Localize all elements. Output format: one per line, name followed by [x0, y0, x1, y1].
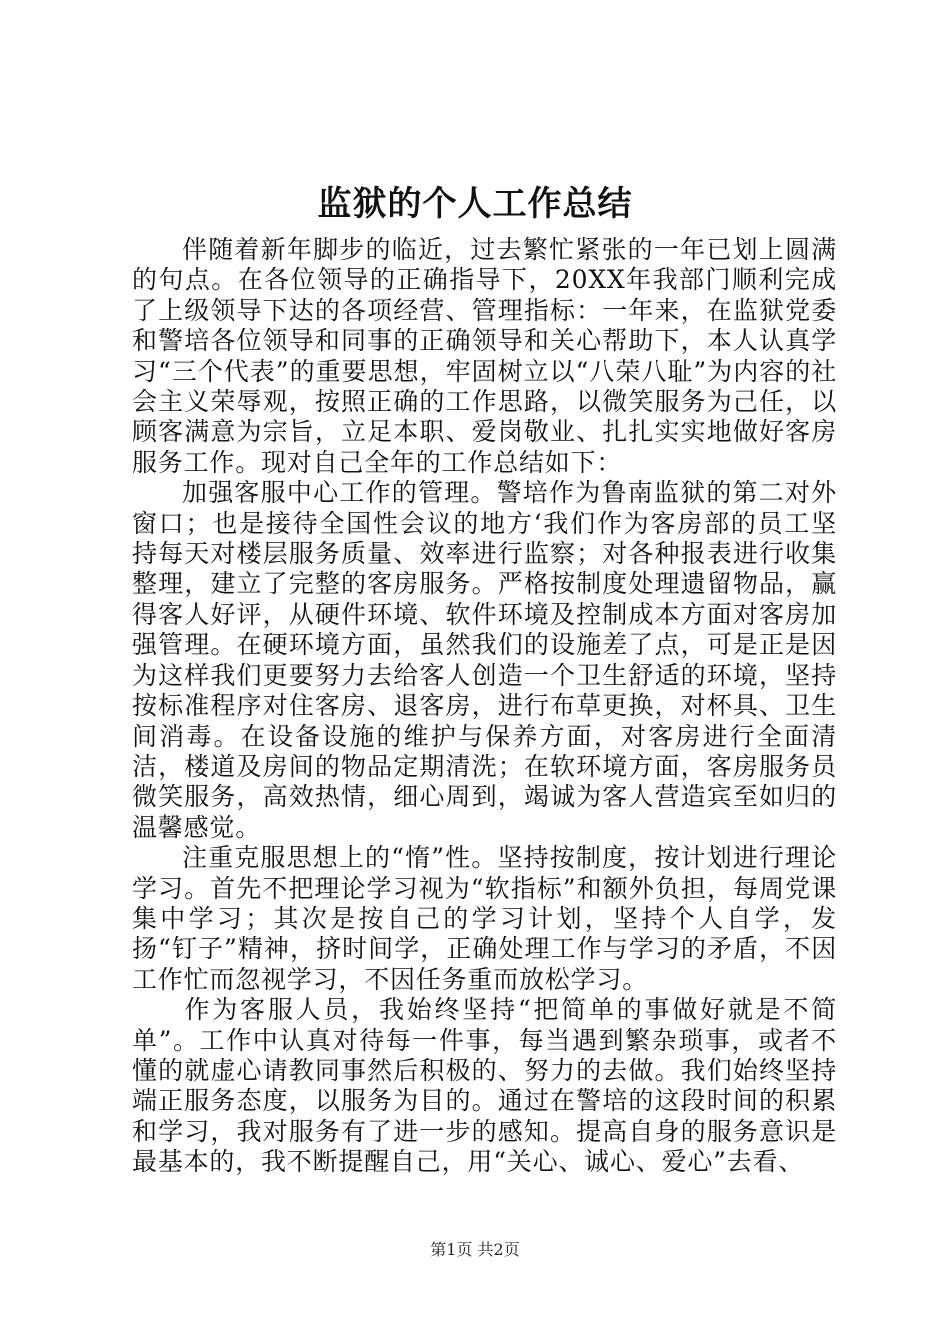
document-title: 监狱的个人工作总结: [317, 184, 633, 224]
paragraph-service: 作为客服人员，我始终坚持“把简单的事做好就是不简单”。工作中认真对待每一件事，每当遇到繁杂琐事，或者不懂的就虚心请教同事然后积极的、努力的去做。我们始终坚持端正服务态度，以服务为目的。通过在警培的这段时间的积累和学习，我对服务有了进一步的感知。提高自身的服务意识是最基本的，我不断提醒自己，用“关心、诚心、爱心”去看、: [132, 995, 837, 1177]
page-number-footer: 第1页 共2页: [430, 1240, 520, 1259]
paragraph-management: 加强客服中心工作的管理。警培作为鲁南监狱的第二对外窗口；也是接待全国性会议的地方‘我们作为客房部的员工坚持每天对楼层服务质量、效率进行监察；对各种报表进行收集整理，建立了完整的客房服务。严格按制度处理遗留物品，赢得客人好评，从硬件环境、软件环境及控制成本方面对客房加强管理。在硬环境方面，虽然我们的设施差了点，可是正是因为这样我们更要努力去给客人创造一个卫生舒适的环境，坚持按标准程序对住客房、退客房，进行布草更换，对杯具、卫生间消毒。在设备设施的维护与保养方面，对客房进行全面清洁，楼道及房间的物品定期清洗；在软环境方面，客房服务员微笑服务，高效热情，细心周到，竭诚为客人营造宾至如归的温馨感觉。: [132, 478, 837, 842]
paragraph-intro: 伴随着新年脚步的临近，过去繁忙紧张的一年已划上圆满的句点。在各位领导的正确指导下，20XX年我部门顺利完成了上级领导下达的各项经营、管理指标：一年来，在监狱党委和警培各位领导和同事的正确领导和关心帮助下，本人认真学习“三个代表”的重要思想，牢固树立以“八荣八耻”为内容的社会主义荣辱观，按照正确的工作思路，以微笑服务为己任，以顾客满意为宗旨，立足本职、爱岗敬业、扎扎实实地做好客房服务工作。现对自己全年的工作总结如下：: [132, 235, 837, 477]
document-body: [132, 235, 837, 1178]
paragraph-study: 注重克服思想上的“惰”性。坚持按制度，按计划进行理论学习。首先不把理论学习视为“软指标”和额外负担，每周党课集中学习；其次是按自己的学习计划，坚持个人自学，发扬“钉子”精神，挤时间学，正确处理工作与学习的矛盾，不因工作忙而忽视学习，不因任务重而放松学习。: [132, 843, 837, 994]
